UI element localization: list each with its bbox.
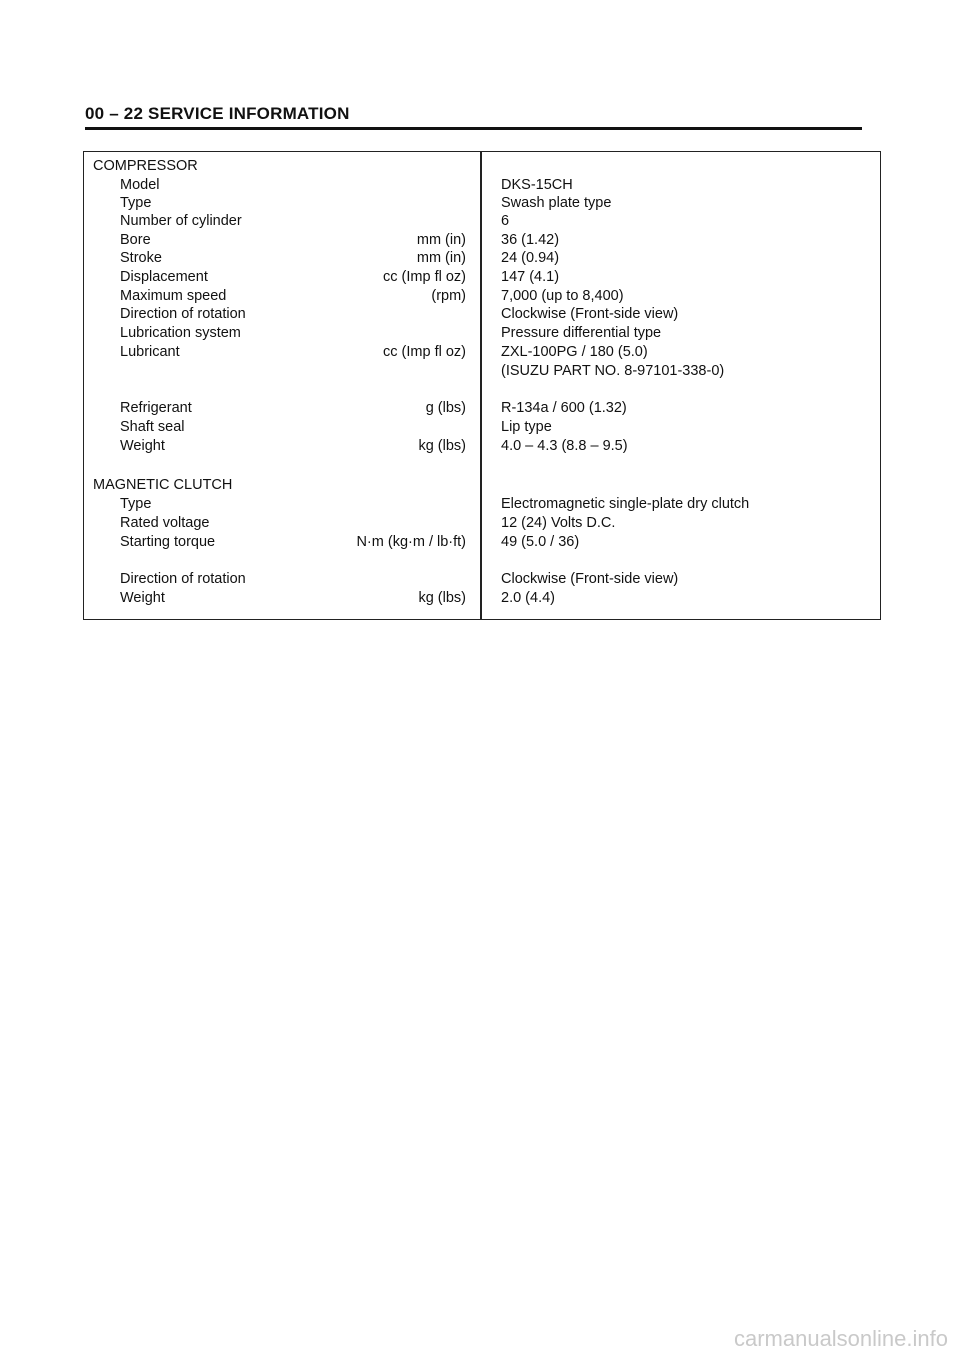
spec-label: Direction of rotation [120, 571, 246, 587]
spec-value: 36 (1.42) [501, 232, 560, 248]
spec-unit: N·m (kg·m / lb·ft) [356, 534, 466, 550]
column-divider [480, 151, 482, 620]
spec-unit: g (lbs) [425, 400, 466, 416]
spec-value: Lip type [501, 419, 552, 435]
spec-label: Refrigerant [120, 400, 192, 416]
spec-value: 6 [501, 213, 510, 229]
compressor-section-title: COMPRESSOR [93, 158, 198, 174]
spec-value-note: (ISUZU PART NO. 8-97101-338-0) [501, 363, 725, 379]
spec-unit: (rpm) [431, 288, 466, 304]
spec-label: Type [120, 496, 152, 512]
spec-unit: cc (Imp fl oz) [383, 269, 466, 285]
spec-label: Displacement [120, 269, 208, 285]
spec-value: R-134a / 600 (1.32) [501, 400, 627, 416]
spec-unit: kg (lbs) [418, 438, 466, 454]
spec-value: DKS-15CH [501, 177, 573, 193]
spec-value: 12 (24) Volts D.C. [501, 515, 616, 531]
spec-value: 24 (0.94) [501, 250, 560, 266]
spec-label: Shaft seal [120, 419, 185, 435]
spec-value: Electromagnetic single-plate dry clutch [501, 496, 750, 512]
spec-value: ZXL-100PG / 180 (5.0) [501, 344, 648, 360]
spec-unit: cc (Imp fl oz) [383, 344, 466, 360]
spec-unit: mm (in) [416, 232, 466, 248]
spec-label: Lubrication system [120, 325, 241, 341]
spec-label: Model [120, 177, 160, 193]
spec-unit: kg (lbs) [418, 590, 466, 606]
spec-value: 7,000 (up to 8,400) [501, 288, 624, 304]
header-rule [85, 127, 862, 130]
spec-value: Clockwise (Front-side view) [501, 306, 679, 322]
spec-label: Stroke [120, 250, 162, 266]
spec-label: Weight [120, 438, 165, 454]
spec-label: Maximum speed [120, 288, 227, 304]
spec-value: 2.0 (4.4) [501, 590, 555, 606]
spec-label: Type [120, 195, 152, 211]
spec-label: Lubricant [120, 344, 180, 360]
spec-label: Bore [120, 232, 151, 248]
spec-value: 4.0 – 4.3 (8.8 – 9.5) [501, 438, 628, 454]
spec-label: Number of cylinder [120, 213, 242, 229]
page-title: 00 – 22 SERVICE INFORMATION [85, 104, 350, 123]
clutch-section-title: MAGNETIC CLUTCH [93, 477, 233, 493]
spec-value: 49 (5.0 / 36) [501, 534, 580, 550]
spec-value: 147 (4.1) [501, 269, 560, 285]
spec-value: Pressure differential type [501, 325, 662, 341]
spec-label: Weight [120, 590, 165, 606]
spec-unit: mm (in) [416, 250, 466, 266]
watermark[interactable]: carmanualsonline.info [733, 1326, 948, 1351]
spec-value: Clockwise (Front-side view) [501, 571, 679, 587]
spec-value: Swash plate type [501, 195, 612, 211]
spec-label: Rated voltage [120, 515, 210, 531]
spec-label: Direction of rotation [120, 306, 246, 322]
spec-label: Starting torque [120, 534, 216, 550]
